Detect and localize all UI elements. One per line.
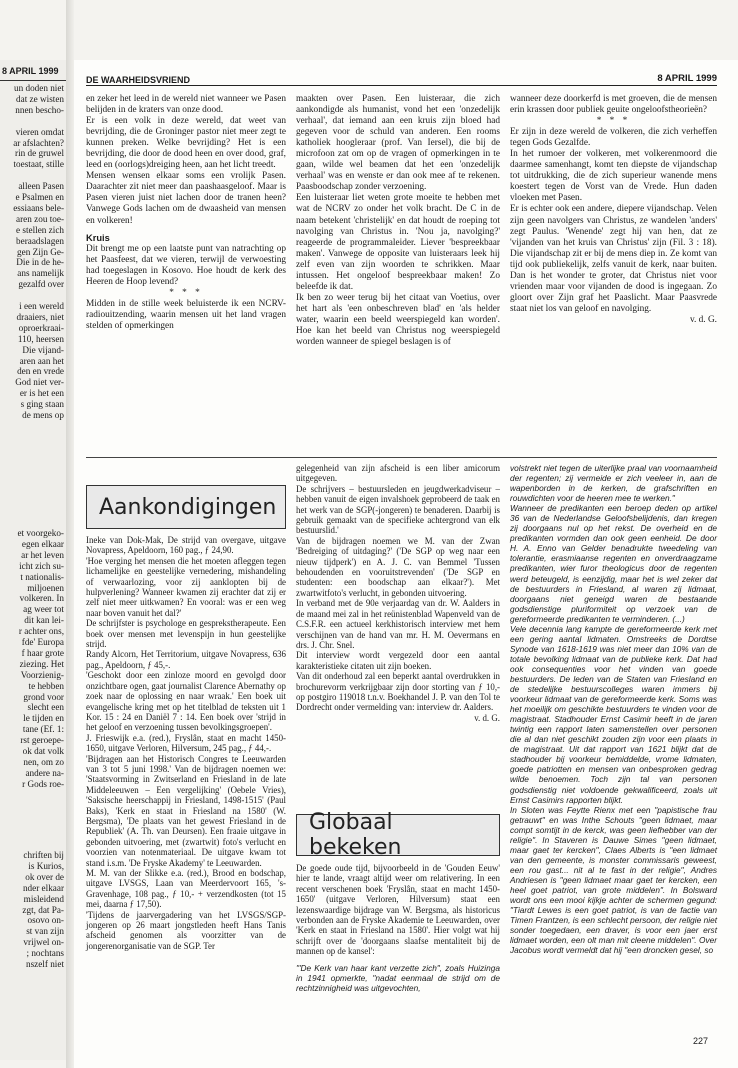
previous-page-fragment: ok over de xyxy=(25,871,64,882)
paragraph: De schrijvers – bestuursleden en jeugdwerkadviseur – hebben vanuit de eigen invalshoek geprobeerd de taak en het werk van de SGP(-jongeren) te benaderen. Daarbij is gebruik gemaakt van de specifieke achtergrond van elk bestuurslid.' xyxy=(296,483,500,536)
author-signature: v. d. G. xyxy=(689,314,717,325)
paragraph: 'Hoe verging het mensen die het moeten afleggen tegen lichamelijke en geestelijke vernedering, mishandeling of verwaarlozing, voor zij aanklopten bij de hulpverlening? Wanneer kwamen zij erachter dat zij er zelf niet meer uitkwamen? En vooral: was er een weg naar boven vanuit het dal?' xyxy=(86,555,286,618)
previous-page-fragment: ag weer tot xyxy=(23,604,64,615)
previous-page-fragment: ok dat volk xyxy=(22,746,64,756)
previous-page-fragment: er is het een xyxy=(19,388,64,399)
top-column-1 xyxy=(86,94,286,332)
paragraph: Van dit onderhoud zal een beperkt aantal overdrukken in brochurevorm verkrijgbaar zijn door storting van ƒ 10,- op postgiro 119018 t.n.v. Boekhandel J. P. van den Tol te Dordrecht onder vermelding van: interview dr. Aalders. xyxy=(296,671,500,713)
previous-page-fragment: osovo on- xyxy=(27,915,64,926)
previous-page-fragment: aren zou toe- xyxy=(16,213,64,224)
previous-page-fragment: ; nochtans xyxy=(26,948,64,959)
page-number: 227 xyxy=(692,1036,708,1046)
paragraph: M. M. van der Slikke e.a. (red.), Brood en bodschap, uitgave LVSGS, Laan van Meerdervoort 165, 's-Gravenhage, 108 pag., ƒ 10,- + verzendkosten (tot 15 mei, daarna ƒ 17,50). xyxy=(86,868,286,910)
previous-page-fragment: nszelf niet xyxy=(25,959,64,969)
previous-page-edge xyxy=(0,60,66,1060)
paragraph: volstrekt niet tegen de uiterlijke praal van voornaamheid der regenten; zij vermeide er zich veeleer in, aan de wapenborden in de kerken, de grafschriften en rouwdichten voor de heeren mee te werken." xyxy=(510,463,717,504)
previous-page-fragment: chriften bij xyxy=(23,850,64,860)
quote-paragraphs xyxy=(510,463,717,955)
previous-page-fragment: Die vijand- xyxy=(22,344,64,355)
globaal-intro: De goede oude tijd, bijvoorbeeld in de 'Gouden Eeuw' hier te lande, vraagt altijd weer om relativering. In een recent verschenen boek 'Fryslân, staat en macht 1450-1650' (uitgave Verloren, Hilversum) staat een lezenswaardige bijdrage van W. Bergsma, als historicus verbonden aan de Fryske Akademie te Leeuwarden, over 'Kerk en staat in Friesland na 1580'. Hier volgt wat hij schrijft over de 'doorgaans slaafse mentaliteit bij de mannen op de kansel': xyxy=(296,863,500,957)
previous-page-fragment: nen, om zo xyxy=(23,756,64,767)
announcement-paragraphs xyxy=(86,535,286,951)
top-column-3 xyxy=(510,94,717,326)
aankondigingen-column-1 xyxy=(86,535,286,951)
previous-page-fragment: slecht een xyxy=(27,702,64,713)
previous-page-fragment: gen Zijn Ge- xyxy=(17,246,64,257)
paragraph: maakten over Pasen. Een luisteraar, die zich aankondigde als humanist, vond het een 'onzedelijk verhaal', dat iemand aan een kruis zijn bloed had gegeven voor de schuld van anderen. Een rooms katholiek hoogleraar (prof. Van Iersel), die bij de microfoon zat om op de vragen of opmerkingen in te gaan, wilde wel beamen dat het een 'onzedelijk verhaal' was en wenste er dan ook mee af te rekenen. Paasboodschap zonder verzoening. xyxy=(296,94,500,193)
previous-page-fragment: is Kurios, xyxy=(28,860,64,871)
paragraph: wanneer deze doorkerfd is met groeven, die de mensen erin krassen door publiek geuite ongeloofstheorieën? xyxy=(510,94,717,116)
previous-page-fragment: oproerkraai- xyxy=(18,322,64,333)
previous-page-fragment: rst geroepe- xyxy=(20,735,64,746)
paragraph: 'Tijdens de jaarvergadering van het LVSGS/SGP-jongeren op 26 maart jongstleden heeft Hans Tanis afscheid genomen als voorzitter van de jongerenorganisatie van de SGP. Ter xyxy=(86,909,286,951)
previous-page-fragment: nnen bescho- xyxy=(15,104,64,115)
previous-page-fragment: essiaans bele- xyxy=(13,202,64,213)
paragraph: Mensen wensen elkaar soms een vrolijk Pasen. Daarachter zit niet meer dan paashaasgeloof. Maar is Pasen vieren juist niet lachen door de tranen heen? Vanwege Gods lachen om de dwaasheid van mensen en volkeren! xyxy=(86,171,286,226)
running-header xyxy=(86,70,717,86)
previous-page-fragment: r Gods roe- xyxy=(22,778,64,789)
previous-page-fragment: e stellen zich xyxy=(16,224,64,235)
previous-page-fragment: alleen Pasen xyxy=(18,181,64,192)
previous-page-fragment: aren aan het xyxy=(19,355,64,366)
paragraph: gelegenheid van zijn afscheid is een liber amicorum uitgegeven. xyxy=(296,463,500,484)
previous-page-fragment: 110, heersen xyxy=(17,333,64,344)
col3b-paragraphs xyxy=(510,127,717,315)
previous-page-fragment: vrijwel on- xyxy=(23,937,64,948)
paragraph: Er is echter ook een andere, diepere vijandschap. Velen zijn geen navolgers van Christus, ze wandelen 'anders' zegt Paulus. 'Wenende' zegt hij van hen, dat ze 'vijanden van het kruis van Christus' zijn (Fil. 3 : 18). Die vijandschap zit er bij de mens diep in. Ze komt van tijd ook publiekelijk, zelfs vanuit de kerk, naar buiten. Dan is het wonder te groter, dat Christus niet voor vrienden maar voor vijanden de dood is ingegaan. Zo gloort over Zijn graf het Paaslicht. Maar Paasvrede staat niet los van geloof en navolging. xyxy=(510,204,717,314)
header-rule xyxy=(86,85,717,86)
previous-page-rule xyxy=(0,80,66,81)
previous-page-fragment: de mens op xyxy=(22,410,64,420)
publication-name: DE WAARHEIDSVRIEND xyxy=(86,75,191,85)
previous-page-fragment: ziezing. Het xyxy=(19,658,64,669)
previous-page-fragment: toestaat, stille xyxy=(13,159,64,170)
previous-page-fragment: grond voor xyxy=(23,691,64,702)
globaal-column-2 xyxy=(296,863,500,993)
previous-page-fragment: andere na- xyxy=(25,767,64,778)
previous-page-fragment: ans namelijk xyxy=(17,268,64,279)
previous-page-fragment: Die in de he- xyxy=(16,257,64,268)
paragraph: In het rumoer der volkeren, met volkerenmoord die daarmee samenhangt, komt ten diepste de vijandschap tot uitdrukking, die de zich superieur wanende mens koestert tegen de Vorst van de Vrede. Hun daden vloeken met Pasen. xyxy=(510,149,717,204)
globaal-column-3 xyxy=(510,463,717,955)
previous-page-fragment: t nationalis- xyxy=(20,571,64,582)
section-divider-stars: * * * xyxy=(169,287,203,298)
previous-page-fragment: vieren omdat xyxy=(15,126,64,137)
previous-page-fragment: fde' Europa xyxy=(21,637,64,647)
aankondigingen-title: Aankondigingen xyxy=(99,494,277,520)
globaal-quote-start: '"De Kerk van haar kant verzette zich", zoals Huizinga in 1941 opmerkte, "nadat eenmaal de strijd om de rechtzinnigheid was uitgevochten, xyxy=(296,962,500,993)
globaal-bekeken-title: Globaal bekeken xyxy=(309,810,402,860)
paragraph: Van de bijdragen noemen we M. van der Zwan 'Bedreiging of uitdaging?' ('De SGP op weg naar een nieuw tijdperk') en A. J. C. van Bemmel 'Tussen behoudenden en vooruitstrevenden' ('De SGP en studenten: een boodschap aan elkaar?'). Met zwartwitfoto's verlucht, in gebonden uitvoering. xyxy=(296,535,500,598)
aankondigingen-banner xyxy=(86,485,286,529)
paragraph: In verband met de 90e verjaardag van dr. W. Aalders in de maand mei zal in het reünistenblad Wapenveld van de C.S.F.R. een actueel kerkhistorisch interview met hem verschijnen van de hand van mr. H. M. Oevermans en drs. J. Chr. Snel. xyxy=(296,598,500,650)
col1c-paragraphs xyxy=(86,299,286,332)
previous-page-fragment: Voorzienig- xyxy=(20,669,64,680)
previous-page-fragment: s ging staan xyxy=(20,399,64,410)
col1-paragraphs xyxy=(86,94,286,227)
col1b-paragraphs xyxy=(86,244,286,288)
paragraph: Er zijn in deze wereld de volkeren, die zich verheffen tegen Gods Gezalfde. xyxy=(510,127,717,149)
paragraph: 'Geschokt door een zinloze moord en gevolgd door onzichtbare ogen, gaat journalist Clarence Abernathy op zoek naar de oplossing en naar wraak.' Een boek uit evangelische kring met op het titelblad de teksten uit 1 Kor. 15 : 24 en Daniël 7 : 14. Een boek over 'strijd in het geloof en verzoening tussen bevolkingsgroepen'. xyxy=(86,670,286,733)
previous-page-fragment: st van zijn xyxy=(26,926,64,937)
paragraph: Wanneer de predikanten een beroep deden op artikel 36 van de Nederlandse Geloofsbelijdenis, dan kregen zij doorgaans nul op het rekst. De overheid en de predikanten vormden dan ook geen eenheid. De door H. A. Enno van Gelder benadrukte tweedeling van tolerantie, erasmiaanse regenten en onverdraagzame predikanten, wier furor theologicus door de regenten werd beteugeld, is eenzijdig, maar het is wel zeker dat de bestuurders in Friesland, al waren zij lidmaat, doorgaans niet geneigd waren de bestaande godsdienstige pluriformiteit op verzoek van de gereformeerde predikanten te verminderen. (...) xyxy=(510,503,717,624)
paragraph: J. Frieswijk e.a. (red.), Fryslân, staat en macht 1450-1650, uitgave Verloren, Hilversum, 245 pag., ƒ 44,-. xyxy=(86,732,286,754)
previous-page-fragment: icht zich su- xyxy=(19,560,64,571)
globaal-bekeken-banner xyxy=(296,810,500,860)
previous-page-fragment: ar afslachten? xyxy=(13,137,64,148)
previous-page-fragment: zgt, dat Pa- xyxy=(22,904,64,915)
paragraph: 'Bijdragen aan het Historisch Congres te Leeuwarden van 3 tot 5 juni 1998.' Van de bijdragen noemen we: 'Staatsvorming in Zwitserland en Friesland in de late Middeleeuwen – Een vergelijking' (Oebele Vries), 'Saksische heerschappij in Friesland, 1498-1515' (Paul Baks), 'Kerk en staat in Friesland na 1580' (W. Bergsma), 'De plaats van het gewest Friesland in de Republiek' (A. Th. van Deursen). Een fraaie uitgave in gebonden uitvoering, met (zwartwit) foto's verlucht en voorzien van notenmateriaal. De uitgave kwam tot stand i.s.m. 'De Fryske Akademy' te Leeuwarden. xyxy=(86,753,286,868)
previous-page-fragment: i een wereld xyxy=(19,301,64,311)
previous-page-fragment: God niet ver- xyxy=(15,377,64,388)
paragraph: Ineke van Dok-Mak, De strijd van overgave, uitgave Novapress, Apeldoorn, 160 pag., ƒ 24,90. xyxy=(86,535,286,556)
previous-page-fragment: te hebben xyxy=(28,680,64,691)
previous-page-fragment: r achter ons, xyxy=(18,626,64,637)
paragraph: Vele decennia lang kampte de gereformeerde kerk met een gering aantal lidmaten. Omstreeks de Dordtse Synode van 1618-1619 was niet meer dan 10% van de totale bevolking lidmaat van de publieke kerk. Dat had ook consequenties voor het vinden van goede bestuurders. De leden van de Staten van Friesland en de stedelijke bestuurscolleges waren immers bij voorkeur lidmaat van de gereformeerde kerk. Soms was het moeilijk om geschikte bestuurders te vinden voor de magistraat. Stadhouder Ernst Casimir heeft in de jaren twintig een rapport laten samenstellen over personen die al dan niet geschikt zouden zijn voor een plaats in de magistraat. Uit dat rapport van 1621 blijkt dat de stadhouder bij voorkeur bemiddelde, vrome lidmaten, goede patriotten en mensen van onbesproken gedrag wilde benoemen. Toch zijn tal van personen godsdienstig niet voldoende gekwalificeerd, zoals uit Ernst Casimirs rapporten blijkt. xyxy=(510,623,717,805)
previous-page-fragment: le tijden en xyxy=(23,713,64,724)
col3-paragraphs xyxy=(510,94,717,116)
previous-page-fragment: dat ze wisten xyxy=(16,93,64,104)
previous-page-date: 8 APRIL 1999 xyxy=(2,66,59,76)
section-heading-kruis: Kruis xyxy=(86,232,110,243)
section-divider-stars-2: * * * xyxy=(596,116,631,127)
announcement-signature: v. d. G. xyxy=(474,712,500,723)
paragraph: Midden in de stille week beluisterde ik een NCRV-radiouitzending, waarin mensen uit het land vragen stelden of opmerkingen xyxy=(86,298,286,331)
paragraph: Randy Alcorn, Het Territorium, uitgave Novapress, 636 pag., Apeldoorn, ƒ 45,-. xyxy=(86,649,286,670)
previous-page-fragment: nder elkaar xyxy=(22,882,64,893)
paragraph: Dit interview wordt vergezeld door een aantal karakteristieke citaten uit zijn boeken. xyxy=(296,650,500,671)
previous-page-fragment: un doden niet xyxy=(13,83,64,93)
paragraph: De schrijfster is psychologe en gesprekstherapeute. Een boek over mensen met levenspijn in hun geestelijke strijd. xyxy=(86,618,286,650)
previous-page-fragment: dit kan lei- xyxy=(24,615,64,626)
previous-page-fragment: tane (Ef. 1: xyxy=(22,724,64,735)
aankondigingen-column-2 xyxy=(296,463,500,723)
section-rule xyxy=(86,457,717,458)
paragraph: In Sloten was Feytte Rienx met een "papistische frau getrauwt" en was Inthe Schouts "geen lidmaet, maar compt somtijt in de kerck, was geen liefhebber van der religie". In Staveren is Dauwe Simes "geen lidmaet, maar gaet ter kercken", Claes Alberts is "een lidmaet van den gemeente, is monster commissaris geweest, een rou gast... nit al te fast in der religie", Andres Andriesen is "geen lidmaet maar gaet ter kercken, een heel goet patriot, van grote middelen". In Bolsward wordt ons een mooi kijkje achter de schermen gegund: "Tiardt Lewes is een goet patriot, is van de factie van Timen Frantzen, is een schlecht persoon, der religie niet sonder toegedaen, een draver, is voor een jaer erst lidmaet worden, een olt man mit cleene middelen". Over Jacobus wordt vermeldt dat hij "een droncken gesel, so xyxy=(510,804,717,956)
top-column-2 xyxy=(296,94,500,348)
paragraph: Een luisteraar liet weten grote moeite te hebben met wat de NCRV zo onder het volk bracht. De C in de naam betekent 'christelijk' en dat houdt de roeping tot navolging van Christus in. 'Nou ja, navolging?' reageerde de programmaleider. Liever 'bespreekbaar maken'. Vanwege de opposite van luisteraars leek hij zelf even van zijn woorden te schrikken. Maar intussen. Het ongeloof bespreekbaar maken! Zo beleefde ik dat. xyxy=(296,193,500,292)
previous-page-fragment: misleidend xyxy=(23,893,64,904)
col2-paragraphs xyxy=(296,94,500,348)
previous-page-fragment: beraadslagen xyxy=(16,235,64,246)
previous-page-fragment: gezalfd over xyxy=(18,279,64,290)
paragraph: Er is een volk in deze wereld, dat weet van bevrijding, die de Groninger pastor niet meer zegt te kunnen preken. Welke bevrijding? Het is een bevrijding, die door de dood heen en over dood, graf, leed en (oorlogs)dreiging heen, aan het licht treedt. xyxy=(86,116,286,171)
previous-page-fragment: rin de gruwel xyxy=(15,148,64,159)
previous-page-fragment: egen elkaar xyxy=(21,538,64,549)
previous-page-fragment: den en vrede xyxy=(17,366,64,377)
paragraph: en zeker het leed in de wereld niet wanneer we Pasen belijden in de kraters van onze dood. xyxy=(86,94,286,116)
page xyxy=(74,60,738,1068)
announcement-paragraphs-2 xyxy=(296,463,500,713)
paragraph: Dit brengt me op een laatste punt van natrachting op het Paasfeest, dat we vieren, terwijl de verwoesting had toegeslagen in Kosovo. Hoe houdt de kerk des Heeren de Hoop levend? xyxy=(86,243,286,287)
previous-page-fragment: ar het leven xyxy=(21,549,64,560)
previous-page-fragment: et voorgeko- xyxy=(17,528,64,538)
book-gutter xyxy=(66,0,74,1068)
previous-page-fragment: miljoenen xyxy=(27,582,64,593)
previous-page-fragment: volkeren. In xyxy=(19,593,64,604)
previous-page-fragment: e Psalmen en xyxy=(15,192,64,202)
previous-page-fragment: draaiers, niet xyxy=(16,311,64,322)
previous-page-fragment: f haar grote xyxy=(21,647,64,658)
paragraph: Ik ben zo weer terug bij het citaat van Voetius, over het hart als 'een onbeschreven blad' en 'als helder water, waarin een beeld weerspiegeld kan worden'. Hoe kan het beeld van Christus nog weerspiegeld worden wanneer de spiegel beslagen is of xyxy=(296,292,500,348)
issue-date: 8 APRIL 1999 xyxy=(657,73,717,84)
